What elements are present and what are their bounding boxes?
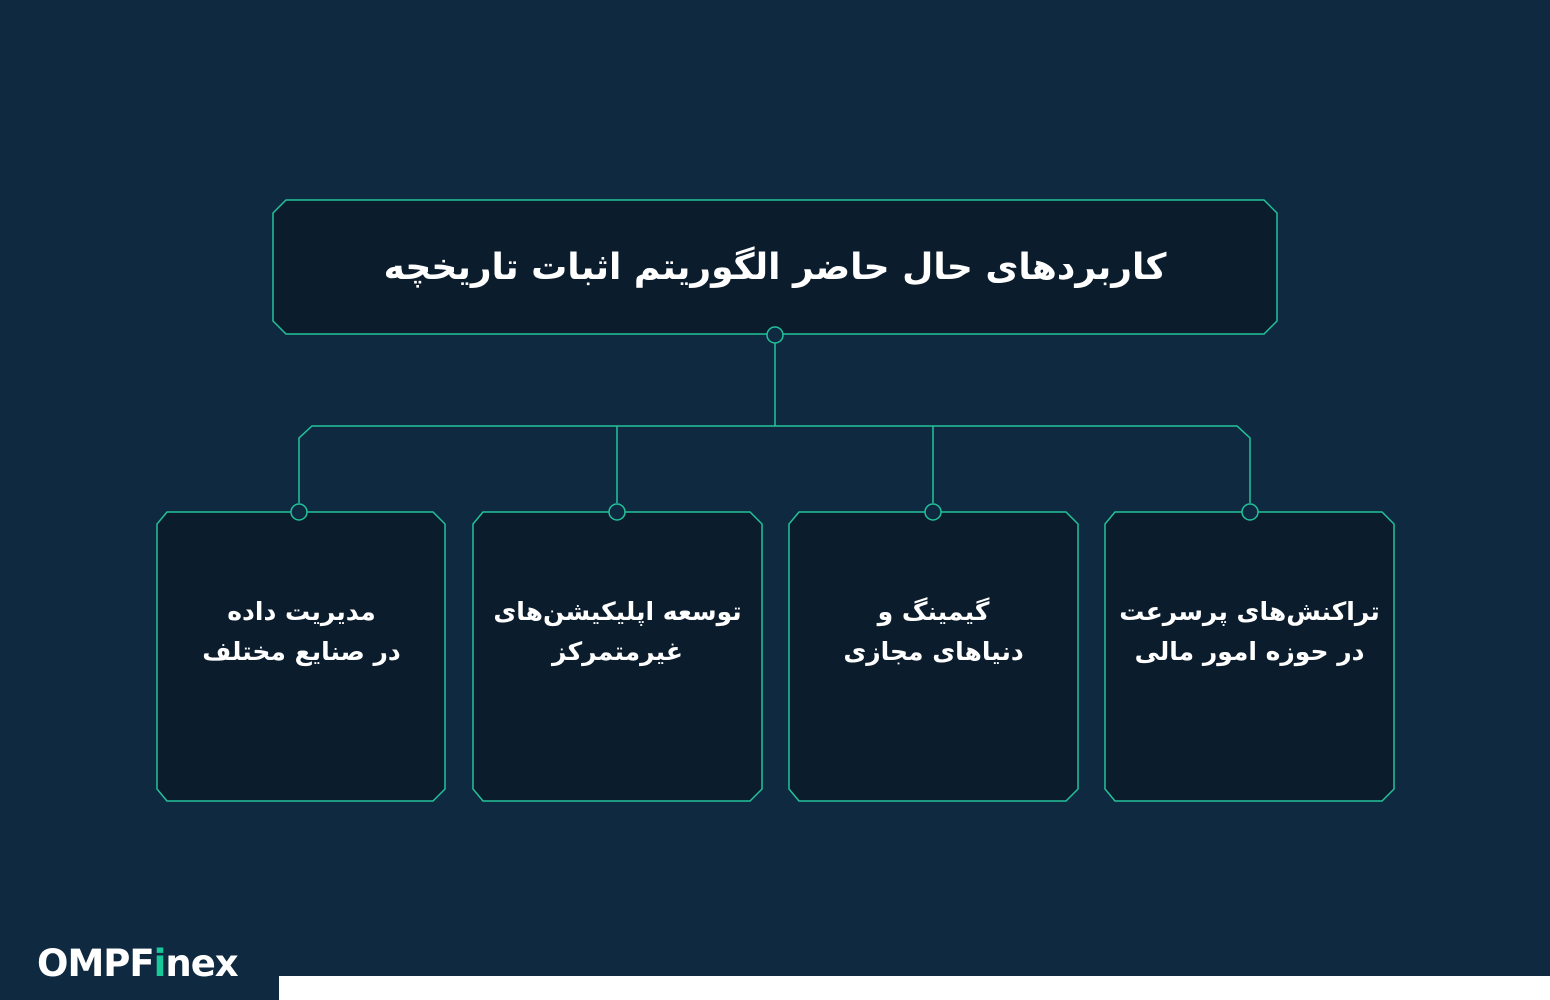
card-line-1: مدیریت داده — [227, 597, 376, 626]
card-line-1: گیمینگ و — [877, 597, 990, 626]
logo-part-1: OMPF — [37, 942, 154, 985]
logo-part-accent: i — [153, 942, 166, 985]
footer-bar — [279, 976, 1550, 1000]
card-financial-transactions — [1106, 512, 1393, 752]
brand-logo — [37, 942, 238, 986]
card-line-1: تراکنش‌های پرسرعت — [1119, 597, 1380, 626]
card-line-2: در حوزه امور مالی — [1134, 637, 1365, 666]
card-line-2: غیرمتمرکز — [552, 637, 683, 666]
card-line-2: دنیاهای مجازی — [843, 637, 1024, 666]
card-data-management — [158, 512, 445, 752]
card-line-1: توسعه اپلیکیشن‌های — [493, 597, 742, 626]
connector-bus — [299, 426, 1250, 503]
card-line-2: در صنایع مختلف — [202, 637, 401, 666]
card-gaming — [790, 512, 1077, 752]
diagram-title: کاربردهای حال حاضر الگوریتم اثبات تاریخچه — [383, 246, 1167, 288]
logo-part-2: nex — [165, 942, 238, 985]
card-dapps — [474, 512, 761, 752]
